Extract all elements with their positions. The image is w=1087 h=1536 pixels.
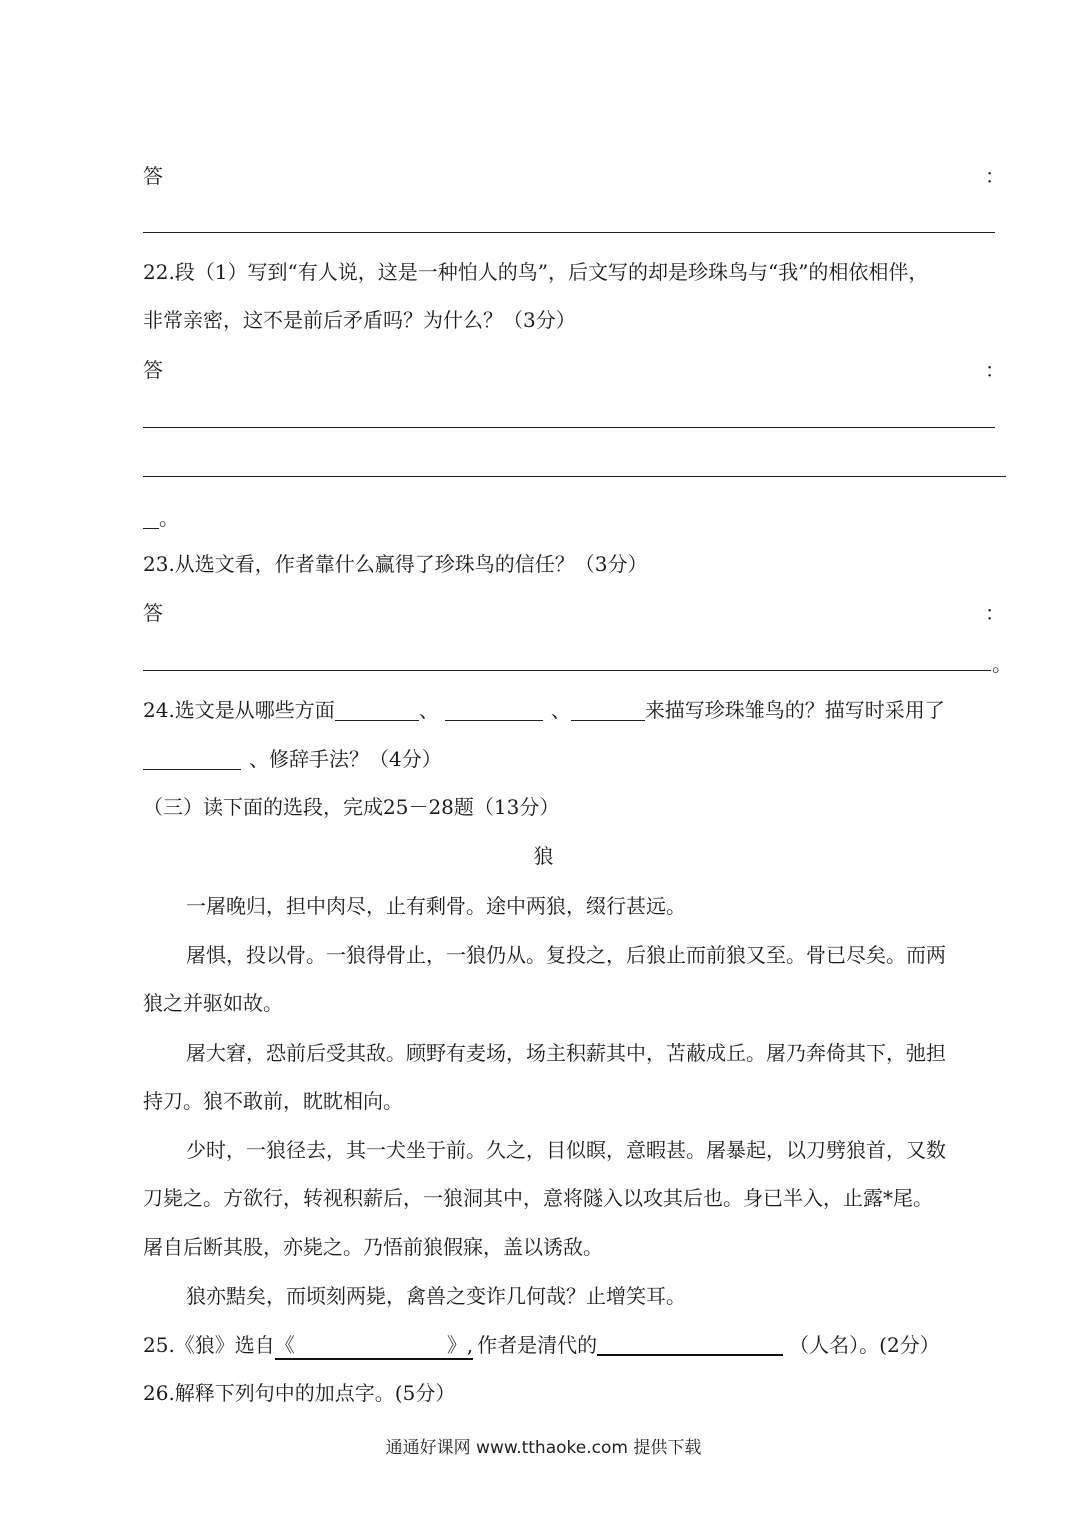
q25-line xyxy=(143,1334,940,1356)
passage-title: 狼 xyxy=(533,844,554,868)
passage-paragraph-4-cont: 刀毙之。方欲行，转视积薪后，一狼洞其中，意将隧入以攻其后也。身已半入，止露*尾。 xyxy=(143,1186,933,1210)
section3-heading: （三）读下面的选段，完成25－28题（13分） xyxy=(143,795,560,819)
q25-book-open: 《 xyxy=(274,1333,295,1357)
q24-blank-2[interactable] xyxy=(445,700,543,721)
q25-author-blank[interactable] xyxy=(597,1334,783,1356)
passage-paragraph-2: 屠惧，投以骨。一狼得骨止，一狼仍从。复投之，后狼止而前狼又至。骨已尽矣。而两 xyxy=(186,943,946,967)
passage-paragraph-2-cont: 狼之并驱如故。 xyxy=(143,991,283,1015)
q22-answer-line-1[interactable] xyxy=(143,427,995,428)
q25-prefix: 25.《狼》选自 xyxy=(143,1333,275,1357)
passage-paragraph-3: 屠大窘，恐前后受其敌。顾野有麦场，场主积薪其中，苫蔽成丘。屠乃奔倚其下，弛担 xyxy=(186,1041,946,1065)
q25-book-close: 》, xyxy=(446,1333,474,1357)
q22-tail-period: 。 xyxy=(159,506,179,530)
q24-line2 xyxy=(143,749,442,770)
q24-blank-4[interactable] xyxy=(143,749,241,770)
q23-answer-label: 答 xyxy=(143,601,163,625)
q23-answer-colon: ： xyxy=(985,601,1005,625)
q22-answer-tail[interactable] xyxy=(143,508,179,529)
q25-suffix: （人名）。(2分） xyxy=(789,1333,940,1357)
passage-paragraph-1: 一屠晚归，担中肉尽，止有剩骨。途中两狼，缀行甚远。 xyxy=(186,894,686,918)
q24-line1 xyxy=(143,700,945,721)
q21-answer-line[interactable] xyxy=(143,232,995,233)
q25-book-blank[interactable] xyxy=(275,1333,473,1360)
q24-part3: 、修辞手法？（4分） xyxy=(249,747,442,771)
passage-paragraph-3-cont: 持刀。狼不敢前，眈眈相向。 xyxy=(143,1089,403,1113)
q22-tail-blank[interactable] xyxy=(143,508,159,529)
q24-part2: 来描写珍珠雏鸟的？描写时采用了 xyxy=(644,698,945,722)
q24-part1: 24.选文是从哪些方面 xyxy=(143,698,335,722)
q24-sep1: 、 xyxy=(418,698,439,722)
page-footer: 通通好课网 www.tthaoke.com 提供下载 xyxy=(385,1438,702,1458)
passage-paragraph-5: 狼亦黠矣，而顷刻两毙，禽兽之变诈几何哉？止增笑耳。 xyxy=(186,1284,686,1308)
q24-blank-3[interactable] xyxy=(571,700,645,721)
q26-text: 26.解释下列句中的加点字。(5分） xyxy=(143,1381,456,1405)
q25-middle: 作者是清代的 xyxy=(477,1333,598,1357)
q22-text-line2: 非常亲密，这不是前后矛盾吗？为什么？（3分） xyxy=(143,308,576,332)
q23-answer-line[interactable] xyxy=(143,670,991,671)
q23-text: 23.从选文看，作者靠什么赢得了珍珠鸟的信任？（3分） xyxy=(143,552,648,576)
q21-answer-colon: ： xyxy=(985,164,1005,188)
q22-text-line1: 22.段（1）写到“有人说，这是一种怕人的鸟”，后文写的却是珍珠鸟与“我”的相依相伴， xyxy=(143,260,929,284)
q24-sep2: 、 xyxy=(550,698,571,722)
q21-answer-label: 答 xyxy=(143,164,163,188)
q22-answer-line-2[interactable] xyxy=(143,476,1006,477)
passage-paragraph-4: 少时，一狼径去，其一犬坐于前。久之，目似瞑，意暇甚。屠暴起，以刀劈狼首，又数 xyxy=(186,1138,946,1162)
q22-answer-label: 答 xyxy=(143,358,163,382)
q23-line-end: 。 xyxy=(992,652,1012,676)
passage-paragraph-4-cont2: 屠自后断其股，亦毙之。乃悟前狼假寐，盖以诱敌。 xyxy=(143,1235,603,1259)
q24-blank-1[interactable] xyxy=(335,700,419,721)
q22-answer-colon: ： xyxy=(985,358,1005,382)
